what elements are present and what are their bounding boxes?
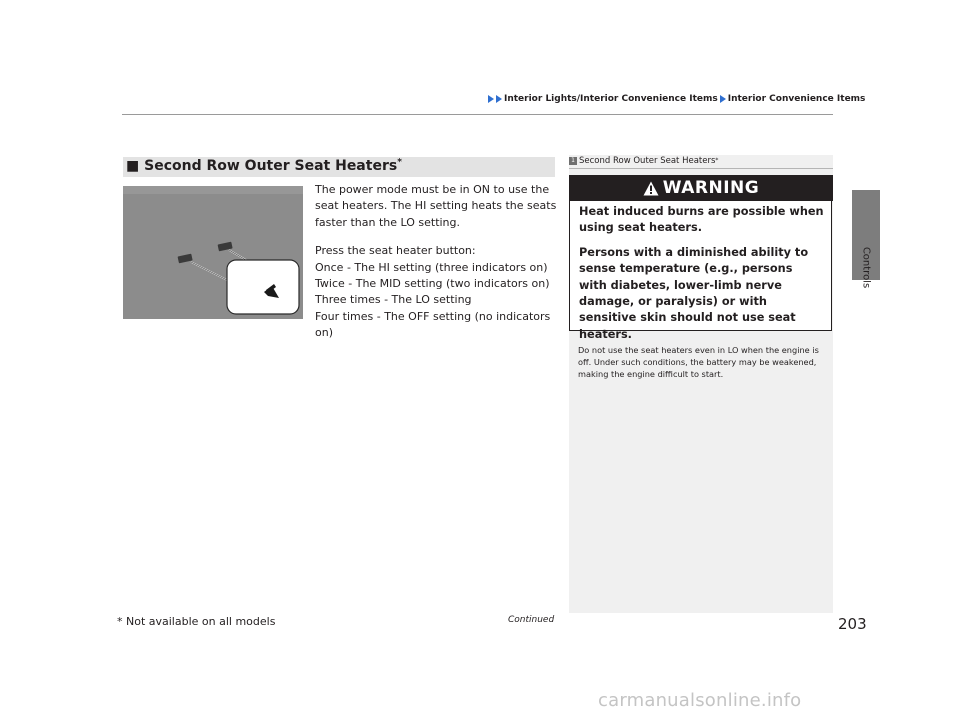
breadcrumb-arrow-icon bbox=[488, 95, 494, 103]
note-reference-icon: 1 bbox=[569, 157, 577, 165]
side-note-title-text: Second Row Outer Seat Heaters bbox=[579, 156, 716, 166]
warning-paragraph: Heat induced burns are possible when using seat heaters. bbox=[579, 205, 824, 235]
breadcrumb-arrow-icon bbox=[720, 95, 726, 103]
section-title: Second Row Outer Seat Heaters bbox=[144, 158, 398, 174]
section-asterisk: * bbox=[397, 157, 402, 168]
warning-triangle-icon bbox=[643, 181, 659, 196]
side-note-divider bbox=[569, 168, 833, 169]
intro-paragraph: The power mode must be in ON to use the seat heaters. The HI setting heats the seats faster than the LO setting. bbox=[315, 183, 557, 229]
section-heading bbox=[126, 158, 402, 174]
watermark: carmanualsonline.info bbox=[598, 690, 802, 711]
instruction-line: Press the seat heater button: bbox=[315, 244, 476, 258]
step-item: Once - The HI setting (three indicators on) bbox=[315, 260, 548, 274]
body-text bbox=[315, 182, 560, 342]
side-note-title: 1 Second Row Outer Seat Heaters * bbox=[569, 156, 718, 166]
breadcrumb-arrow-icon bbox=[496, 95, 502, 103]
breadcrumb bbox=[488, 94, 865, 104]
continued-label: Continued bbox=[508, 615, 555, 625]
side-note-text: Do not use the seat heaters even in LO when the engine is off. Under such conditions, the battery may be weakened, making the engine difficult to start. bbox=[578, 345, 819, 380]
warning-title-text: WARNING bbox=[662, 178, 760, 198]
step-item: Four times - The OFF setting (no indicators on) bbox=[315, 309, 551, 340]
seat-heater-illustration bbox=[123, 186, 303, 319]
warning-paragraph: Persons with a diminished ability to sense temperature (e.g., persons with diabetes, lower-limb nerve damage, or paralysis) or with sensitive skin should not use seat heaters. bbox=[579, 245, 809, 341]
warning-text bbox=[579, 204, 824, 343]
chapter-tab-label: Controls bbox=[860, 246, 872, 289]
step-item: Twice - The MID setting (two indicators on) bbox=[315, 277, 550, 291]
section-marker-icon: ■ bbox=[126, 158, 140, 174]
breadcrumb-item[interactable]: Interior Convenience Items bbox=[727, 94, 866, 104]
warning-title bbox=[569, 175, 833, 201]
page-number: 203 bbox=[838, 615, 867, 633]
breadcrumb-item[interactable]: Interior Lights/Interior Convenience Items bbox=[504, 94, 718, 104]
step-item: Three times - The LO setting bbox=[315, 293, 472, 307]
header-divider bbox=[122, 114, 833, 115]
seat-heater-button-icon bbox=[123, 186, 303, 319]
footnote: * Not available on all models bbox=[117, 615, 276, 628]
